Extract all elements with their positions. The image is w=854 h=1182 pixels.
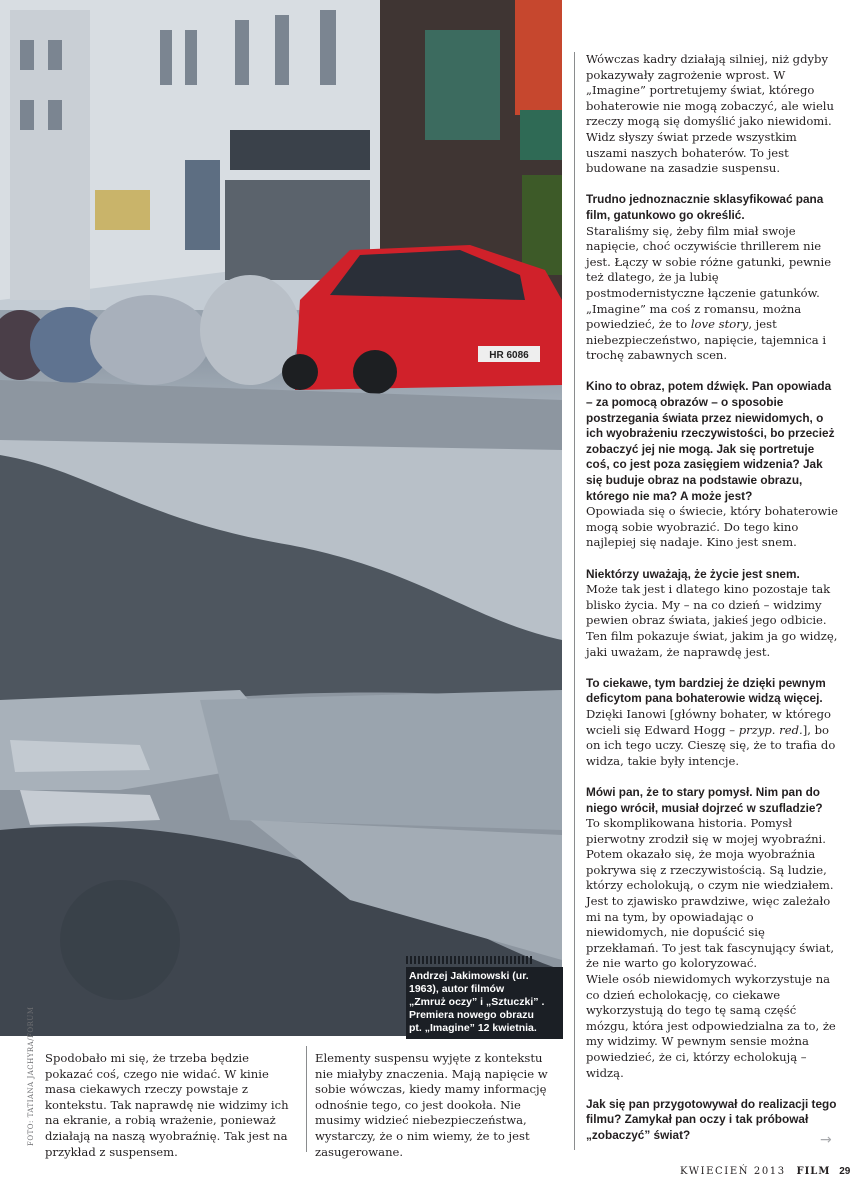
interview-answer: Staraliśmy się, żeby film miał swoje napięcie, choć oczywiście thrillerem nie jest. Łączy w sobie różne gatunki, pewnie też dlatego, że ja lubię postmodernistyczne łączenie gatunków. „Imagine” ma coś z romansu, można powiedzieć, że to love story, jest niebezpieczeństwo, napięcie, tajemnica i trochę zabawnych scen. <box>586 223 832 363</box>
interview-question: Kino to obraz, potem dźwięk. Pan opowiada – za pomocą obrazów – o sposobie postrzegania świata przez niewidomych, o ich wyobrażeniu rzeczywistości, bo przecież zobaczyć jej nie mogą. Jak się portretuje coś, co jest poza zasięgiem widzenia? Jak się buduje obraz na podstawie obrazu, którego nie ma? A może jest? <box>586 379 835 503</box>
caption-line: Premiera nowego obrazu <box>409 1009 534 1021</box>
interview-question: Trudno jednoznacznie sklasyfikować pana film, gatunkowo go określić. <box>586 192 824 222</box>
shop-sign-green <box>425 30 500 140</box>
caption-stripe <box>406 956 534 964</box>
column-divider <box>306 1046 307 1152</box>
body-paragraph: Elementy suspensu wyjęte z kontekstu nie miałyby znaczenia. Mają napięcie w sobie wówczas, kiedy mamy informację odnośnie tego, co jest dookoła. Nie musimy widzieć niebezpieczeństwa, wystarczy, że o nim wiemy, że to jest zasugerowane. <box>315 1051 548 1159</box>
interview-question: Jak się pan przygotowywał do realizacji tego filmu? Zamykał pan oczy i tak próbował „zobaczyć” świat? <box>586 1096 837 1142</box>
page-number: 29 <box>839 1166 851 1177</box>
lower-middle-column <box>315 1051 557 1160</box>
page-footer <box>680 1166 850 1177</box>
interview-answer: Może tak jest i dlatego kino pozostaje tak blisko życia. My – na co dzień – widzimy pewien obraz świata, jakieś jego odbicie. Ten film pokazuje świat, jakim ja go widzę, jaki uważam, że naprawdę jest. <box>586 582 838 659</box>
caption-line: 1963), autor filmów <box>409 983 505 995</box>
column-divider <box>574 52 575 1150</box>
interview-question: To ciekawe, tym bardziej że dzięki pewnym deficytom pana bohaterowie widzą więcej. <box>586 675 826 706</box>
photo-caption <box>406 967 563 1039</box>
arrow-right-icon[interactable]: → <box>820 1132 832 1148</box>
shop-sign <box>95 190 150 230</box>
license-plate: HR 6086 <box>489 350 529 361</box>
interview-answer-continued: Wiele osób niewidomych wykorzystuje na co dzień echolokację, co ciekawe wykorzystują do tego tę samą część mózgu, która jest odpowiedzialna za to, że my widzimy. W pewnym sensie można powiedzieć, że ci, którzy echolokują – widzą. <box>586 972 836 1080</box>
photo-credit: FOTO: TATIANA JACHYRA/FORUM <box>27 1006 35 1146</box>
body-paragraph: Spodobało mi się, że trzeba będzie pokazać coś, czego nie widać. W kinie masa ciekawych rzeczy powstaje z kontekstu. Tak naprawdę nie widzimy ich na ekranie, a robią wrażenie, ponieważ działają na naszą wyobraźnię. Tak jest na przykład z suspensem. <box>45 1051 289 1159</box>
interview-answer: Opowiada się o świecie, który bohaterowie mogą sobie wyobrazić. Do tego kino najlepiej się nadaje. Kino jest snem. <box>586 504 838 550</box>
issue-date: KWIECIEŃ 2013 <box>680 1166 786 1177</box>
caption-line: pt. „Imagine” 12 kwietnia. <box>409 1022 537 1034</box>
intro-paragraph: Wówczas kadry działają silniej, niż gdyby pokazywały zagrożenie wprost. W „Imagine” portretujemy świat, którego bohaterowie nie mogą zobaczyć, ale wielu rzeczy mogą się domyślić jako niewidomi. Widz słyszy świat przede wszystkim uszami naszych bohaterów. To jest budowane na zasadzie suspensu. <box>586 52 834 176</box>
magazine-name: FILM <box>796 1166 831 1177</box>
shop-sign-red <box>515 0 562 115</box>
interview-question: Mówi pan, że to stary pomysł. Nim pan do niego wrócił, musiał dojrzeć w szufladzie? <box>586 784 823 815</box>
interview-answer: Dzięki Ianowi [główny bohater, w którego wcieli się Edward Hogg – przyp. red.], bo on ich tego uczy. Cieszę się, że to trafia do widza, takie były intencje. <box>586 706 836 768</box>
lower-left-column <box>45 1051 297 1160</box>
interview-question: Niektórzy uważają, że życie jest snem. <box>586 566 800 581</box>
caption-line: Andrzej Jakimowski (ur. <box>409 970 529 982</box>
silver-car <box>90 295 210 385</box>
right-column <box>586 52 838 1144</box>
interview-answer: To skomplikowana historia. Pomysł pierwotny zrodził się w mojej wyobraźni. Potem okazało się, że moja wyobraźnia pokrywa się z rzeczywistością. Są ludzie, którzy echolokują, o czym nie wiedziałem. Jest to zjawisko prawdziwe, więc zależało mi na tym, by opowiadając o niewidomych, nie dopuścić się przekłamań. To jest tak fascynujący świat, że nie warto go koloryzować. <box>586 816 835 971</box>
caption-line: „Zmruż oczy” i „Sztuczki” . <box>409 996 545 1008</box>
